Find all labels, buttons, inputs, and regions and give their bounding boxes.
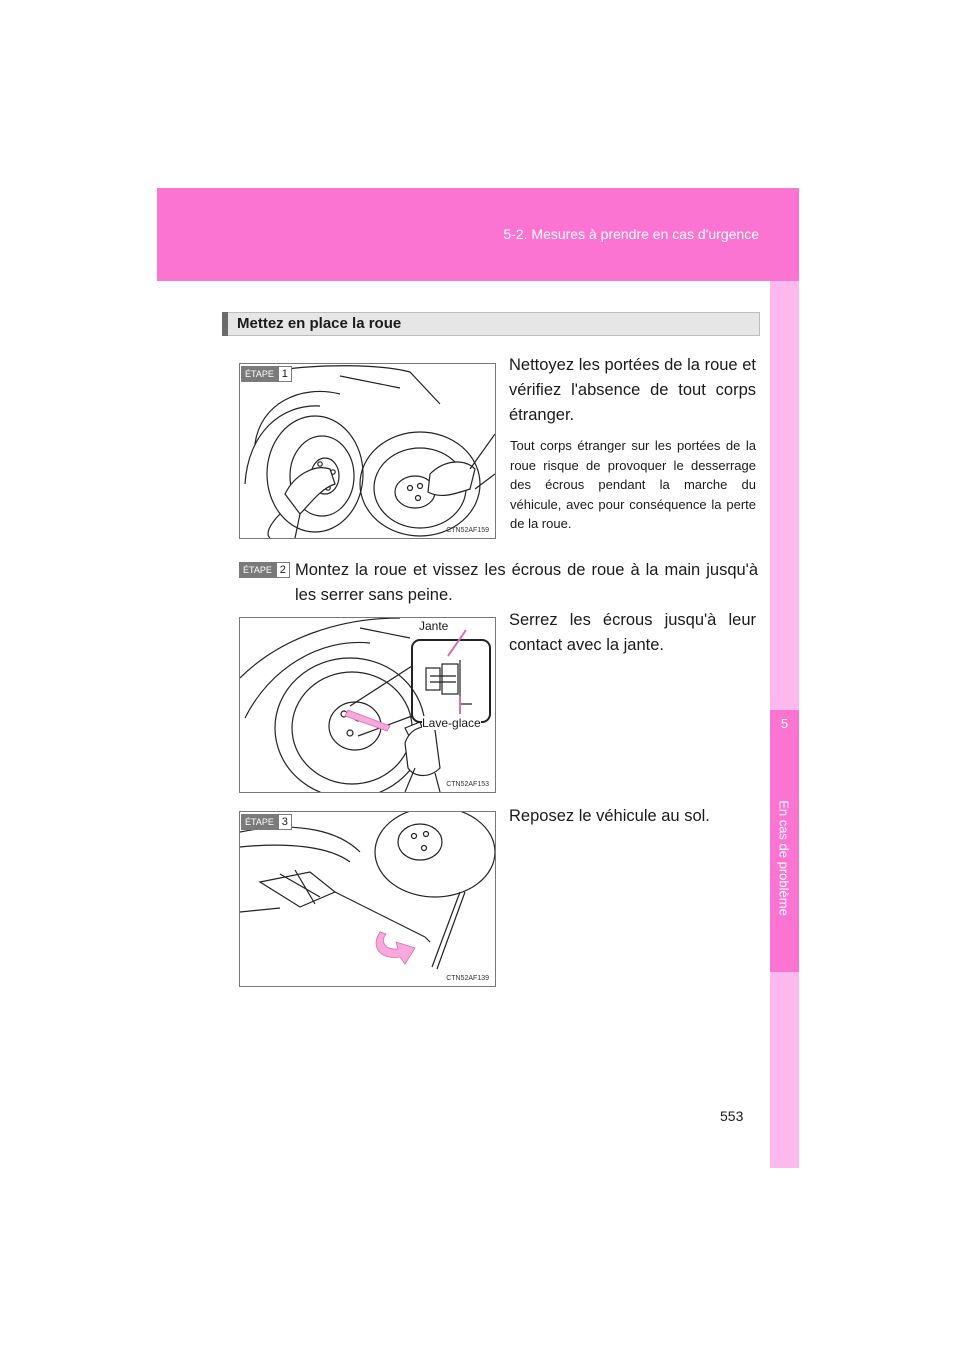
section-header: [222, 312, 760, 336]
figure-code: CTN52AF153: [446, 781, 489, 788]
pink-arrow: [345, 710, 390, 731]
step-badge-number: 1: [278, 366, 292, 382]
section-header-bar: [222, 312, 228, 336]
chapter-section-title: 5-2. Mesures à prendre en cas d'urgence: [503, 226, 759, 242]
lowering-vehicle-illustration: [240, 812, 495, 986]
callout-jante: Jante: [419, 619, 449, 633]
section-title: Mettez en place la roue: [237, 315, 402, 332]
page-number: 553: [720, 1108, 744, 1124]
step-1-note: Tout corps étranger sur les portées de la roue risque de provoquer le desserrage des écrous pendant la marche du véhicule, avec pour conséquence la perte de la roue.: [510, 438, 756, 531]
step-badge-2: [239, 562, 290, 578]
step-badge-label: ÉTAPE: [241, 366, 278, 382]
rotation-arrow: [376, 932, 415, 964]
step-1-text: Nettoyez les portées de la roue et vérifiez l'absence de tout corps étranger.: [509, 356, 756, 424]
figure-code: CTN52AF159: [446, 527, 489, 534]
chapter-number: 5: [780, 716, 789, 731]
page-header: [157, 188, 799, 281]
step-badge-1: [241, 366, 292, 382]
callout-lave-glace: Lave-glace: [422, 716, 481, 730]
figure-step-3: [239, 811, 496, 987]
figure-code: CTN52AF139: [446, 975, 489, 982]
wheel-cleaning-illustration: [240, 364, 495, 538]
step-badge-label: ÉTAPE: [241, 814, 278, 830]
step-badge-number: 2: [276, 562, 290, 578]
step-badge-number: 3: [278, 814, 292, 830]
figure-step-2: [239, 617, 496, 793]
chapter-label: En cas de problème: [776, 800, 792, 916]
wheel-mounting-illustration: [240, 618, 495, 792]
callout-leader-jante: [448, 630, 466, 656]
step-badge-3: [241, 814, 292, 830]
step-3-text: Reposez le véhicule au sol.: [509, 807, 710, 825]
step-2-subtext: Serrez les écrous jusqu'à leur contact avec la jante.: [509, 611, 756, 654]
step-badge-label: ÉTAPE: [239, 562, 276, 578]
step-2-text: Montez la roue et vissez les écrous de roue à la main jusqu'à les serrer sans peine.: [295, 561, 758, 604]
figure-step-1: [239, 363, 496, 539]
